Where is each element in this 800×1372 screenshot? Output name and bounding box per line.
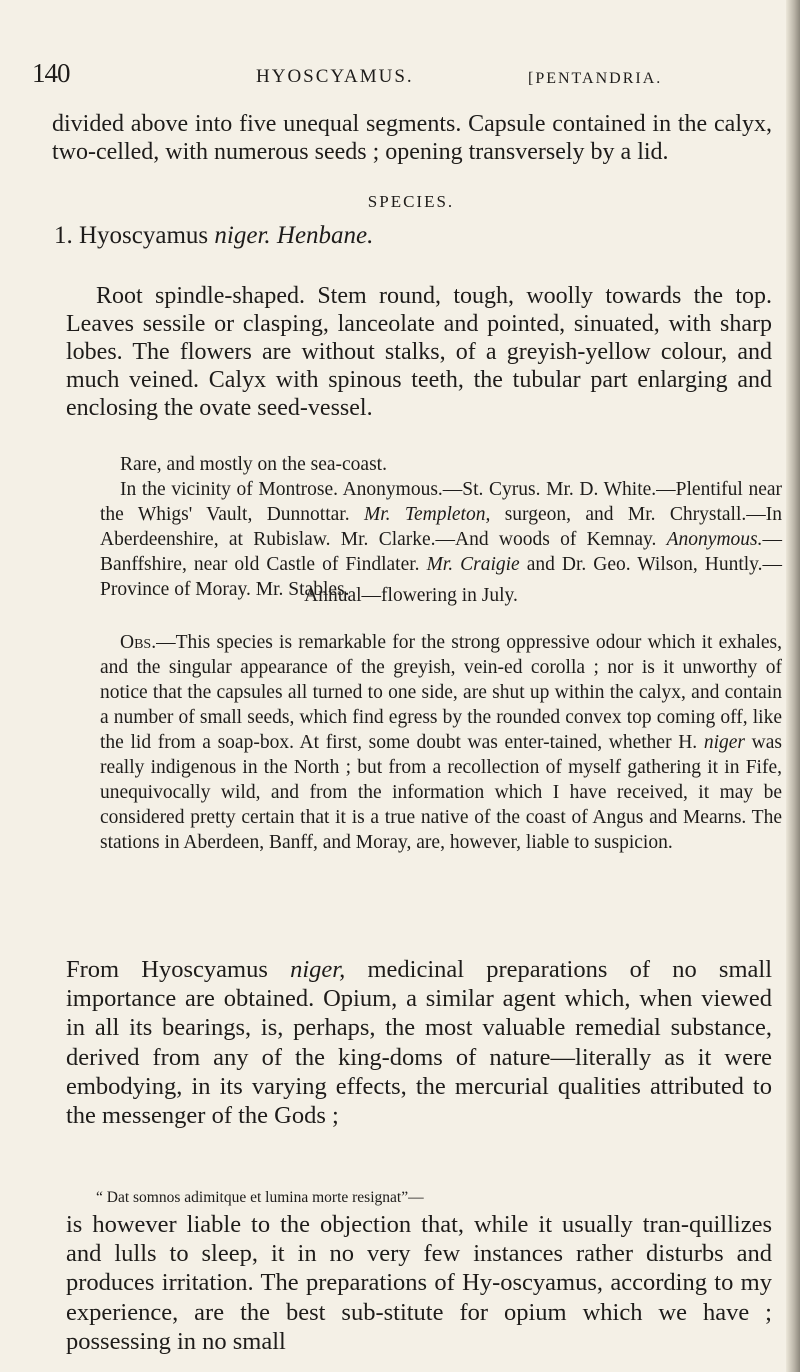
page-number: 140 [32,58,70,88]
section-label: [PENTANDRIA. [528,70,663,87]
species-number: 1. [54,222,73,249]
species-description [66,282,772,422]
book-page [30,0,792,1355]
medicinal-paragraph: From Hyoscyamus niger, medicinal preparations of no small importance are obtained. Opium, a similar agent which, when viewed in all its bearings, is, perhaps, the most valuable remedial substance, derived from any of the king-doms of nature—literally as it were embodying, in its varying effects, the mercurial qualities attributed to the messenger of the Gods ; [66,956,772,1130]
habitat-block [100,452,782,602]
species-title [54,221,774,251]
observation-block [100,630,782,855]
species-genus: Hyoscyamus [79,222,209,249]
habitat-rare: Rare, and mostly on the sea-coast. [120,454,387,475]
species-epithet: niger. [214,222,271,249]
duration-note: Annual—flowering in July. [304,585,518,606]
observation-label: Obs. [120,632,157,653]
species-heading: SPECIES. [367,192,455,211]
running-title: HYOSCYAMUS. [256,66,414,87]
species-common-name: Henbane. [276,222,374,249]
conclusion-paragraph: is however liable to the objection that, while it usually tran-quillizes and lulls to sleep, it in no very few instances rather disturbs and produces irritation. The preparations of Hy-oscyamus, according to my experience, are the best sub-stitute for opium which we have ; possessing in no small [66,1211,772,1355]
habitat-localities: In the vicinity of Montrose. Anonymous.—St. Cyrus. Mr. D. White.—Plentiful near the Whigs' Vault, Dunnottar. Mr. Templeton, surgeon, and Mr. Chrystall.—In Aberdeenshire, at Rubislaw. Mr. Clarke.—And woods of Kemnay. Anonymous.— Banffshire, near old Castle of Findlater. Mr. Craigie and Dr. Geo. Wilson, Huntly.—Province of Moray. Mr. Stables. [100,479,783,600]
latin-quote: “ Dat somnos adimitque et lumina morte resignat”— [96,1189,424,1206]
observation-text: Obs.—This species is remarkable for the strong oppressive odour which it exhales, and the singular appearance of the greyish, vein-ed corolla ; nor is it unworthy of notice that the capsules all turned to one side, are shut up within the calyx, and contain a number of small seeds, which find egress by the rounded convex top coming off, like the lid from a soap-box. At first, some doubt was enter-tained, whether H. niger was really indigenous in the North ; but from a recollection of myself gathering it in Fife, unequivocally wild, and from the information which I have received, it may be considered pretty certain that it is a true native of the coast of Angus and Mearns. The stations in Aberdeen, Banff, and Moray, are, however, liable to suspicion. [100,632,782,853]
genus-description-end: divided above into five unequal segments. Capsule contained in the calyx, two-celled, with numerous seeds ; opening transversely by a lid. [52,111,772,165]
running-header [30,0,792,110]
species-description-text: Root spindle-shaped. Stem round, tough, woolly towards the top. Leaves sessile or clasping, lanceolate and pointed, sinuated, with sharp lobes. The flowers are without stalks, of a greyish-yellow colour, and much veined. Calyx with spinous teeth, the tubular part enlarging and enclosing the ovate seed-vessel. [66,283,772,421]
